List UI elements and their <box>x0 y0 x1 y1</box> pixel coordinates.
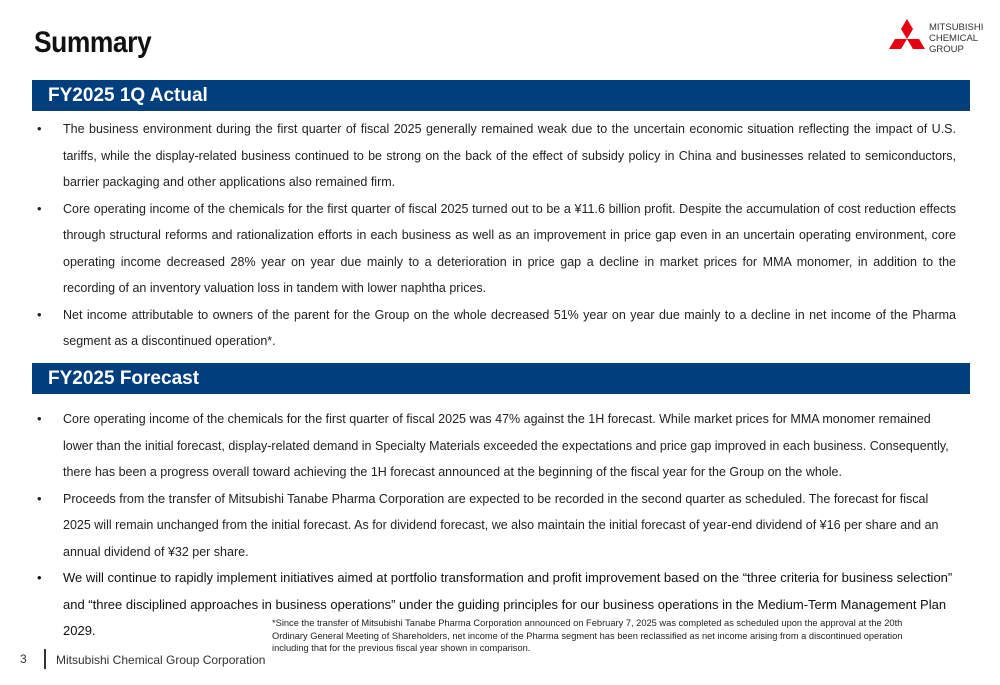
list-item <box>36 196 956 302</box>
section-heading-forecast: FY2025 Forecast <box>32 363 970 394</box>
company-logo <box>888 19 988 61</box>
bullet-dot: • <box>37 121 42 136</box>
bullet-text: We will continue to rapidly implement initiatives aimed at portfolio transformation and profit improvement based on the “three criteria for business selection” and “three disciplined approaches in business operations” under the guiding principles for our business operations in the Medium-Term Management Plan 2029. <box>63 570 953 638</box>
page-number: 3 <box>20 652 27 666</box>
logo-text: MITSUBISHI CHEMICAL GROUP <box>929 22 984 55</box>
bullet-dot: • <box>37 306 42 322</box>
bullet-text: Net income attributable to owners of the parent for the Group on the whole decreased 51% year on year due mainly to a decline in net income of the Pharma segment as a discontinued operation*. <box>63 307 956 348</box>
section-heading-1q-actual: FY2025 1Q Actual <box>32 80 970 111</box>
bullet-dot: • <box>37 490 42 506</box>
bullet-text: Core operating income of the chemicals for the first quarter of fiscal 2025 turned out to be a ¥11.6 billion profit. Despite the accumulation of cost reduction effects through structural reforms and rationalization efforts in each business as well as an improvement in price gap even in an uncertain operating environment, core operating income decreased 28% year on year due mainly to a deterioration in price gap a decline in market prices for MMA monomer, in addition to the recording of an inventory valuation loss in tandem with lower naphtha prices. <box>63 201 956 295</box>
footnote: *Since the transfer of Mitsubishi Tanabe Pharma Corporation announced on February 7, 2025 was completed as scheduled upon the approval at the 20th Ordinary General Meeting of Shareholders, net income of the Pharma segment has been reclassified as net income arising from a discontinued operation including that for the previous fiscal year shown in comparison. <box>272 618 903 653</box>
bullet-list-1q-actual <box>36 116 956 355</box>
three-diamonds-logo-icon <box>888 19 926 59</box>
bullet-dot: • <box>37 411 42 426</box>
list-item <box>36 406 956 486</box>
bullet-dot: • <box>37 570 42 585</box>
bullet-list-forecast <box>36 406 956 645</box>
bullet-dot: • <box>37 200 42 216</box>
bullet-text: Proceeds from the transfer of Mitsubishi Tanabe Pharma Corporation are expected to be recorded in the second quarter as scheduled. The forecast for fiscal 2025 will remain unchanged from the initial forecast. As for dividend forecast, we also maintain the initial forecast of year-end dividend of ¥16 per share and an annual dividend of ¥32 per share. <box>63 491 939 559</box>
page-title: Summary <box>34 26 152 59</box>
list-item <box>36 486 956 566</box>
bullet-text: Core operating income of the chemicals for the first quarter of fiscal 2025 was 47% against the 1H forecast. While market prices for MMA monomer remained lower than the initial forecast, display-related demand in Specialty Materials exceeded the expectations and price gap improved in each business. Consequently, there has been a progress overall toward achieving the 1H forecast announced at the beginning of the fiscal year for the Group on the whole. <box>63 412 949 479</box>
list-item <box>36 116 956 196</box>
footer-divider <box>44 649 46 669</box>
list-item <box>36 302 956 355</box>
bullet-text: The business environment during the first quarter of fiscal 2025 generally remained weak due to the uncertain economic situation reflecting the impact of U.S. tariffs, while the display-related business continued to be strong on the back of the effect of subsidy policy in China and businesses related to semiconductors, barrier packaging and other applications also remained firm. <box>63 122 956 189</box>
footer-company-name: Mitsubishi Chemical Group Corporation <box>56 653 266 667</box>
